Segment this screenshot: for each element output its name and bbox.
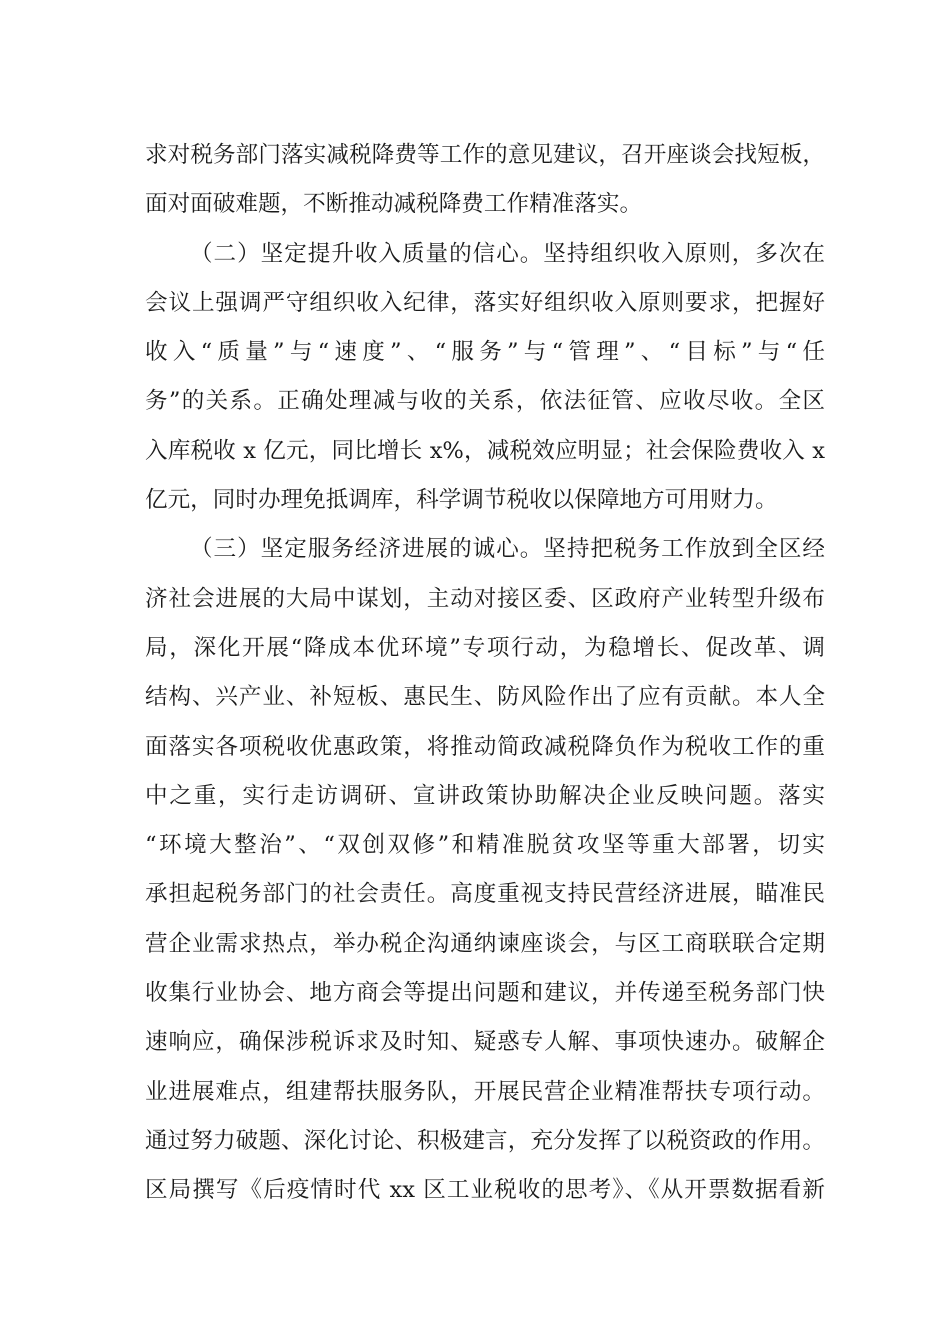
text-line: 亿元，同时办理免抵调库，科学调节税收以保障地方可用财力。: [145, 487, 778, 514]
text-line: 承担起税务部门的社会责任。高度重视支持民营经济进展，瞄准民: [145, 881, 825, 908]
text-line: 收入“质量”与“速度”、“服务”与“管理”、“目标”与“任: [145, 339, 825, 366]
text-line: 面落实各项税收优惠政策，将推动简政减税降负作为税收工作的重: [145, 733, 825, 760]
text-line: 局，深化开展“降成本优环境”专项行动，为稳增长、促改革、调: [145, 634, 825, 661]
text-line: （三）坚定服务经济进展的诚心。坚持把税务工作放到全区经: [190, 536, 825, 563]
text-line: 入库税收 x 亿元，同比增长 x%，减税效应明显；社会保险费收入 x: [145, 437, 825, 464]
text-line: 求对税务部门落实减税降费等工作的意见建议，召开座谈会找短板，: [145, 142, 825, 168]
text-line: 会议上强调严守组织收入纪律，落实好组织收入原则要求，把握好: [145, 289, 825, 316]
text-line: 面对面破难题，不断推动减税降费工作精准落实。: [145, 191, 643, 218]
text-line: “环境大整治”、“双创双修”和精准脱贫攻坚等重大部署，切实: [145, 832, 825, 859]
text-line: （二）坚定提升收入质量的信心。坚持组织收入原则，多次在: [190, 240, 825, 267]
text-line: 通过努力破题、深化讨论、积极建言，充分发挥了以税资政的作用。: [145, 1127, 825, 1154]
text-line: 速响应，确保涉税诉求及时知、疑惑专人解、事项快速办。破解企: [145, 1029, 825, 1056]
text-line: 济社会进展的大局中谋划，主动对接区委、区政府产业转型升级布: [145, 585, 825, 612]
text-line: 中之重，实行走访调研、宣讲政策协助解决企业反映问题。落实: [145, 782, 825, 809]
text-line: 营企业需求热点，举办税企沟通纳谏座谈会，与区工商联联合定期: [145, 930, 825, 957]
text-line: 结构、兴产业、补短板、惠民生、防风险作出了应有贡献。本人全: [145, 684, 825, 711]
body-text: [145, 131, 825, 1216]
text-line: 区局撰写《后疫情时代 xx 区工业税收的思考》、《从开票数据看新: [145, 1177, 825, 1204]
text-line: 收集行业协会、地方商会等提出问题和建议，并传递至税务部门快: [145, 980, 825, 1007]
text-line: 务”的关系。正确处理减与收的关系，依法征管、应收尽收。全区: [145, 388, 825, 415]
text-line: 业进展难点，组建帮扶服务队，开展民营企业精准帮扶专项行动。: [145, 1078, 825, 1105]
